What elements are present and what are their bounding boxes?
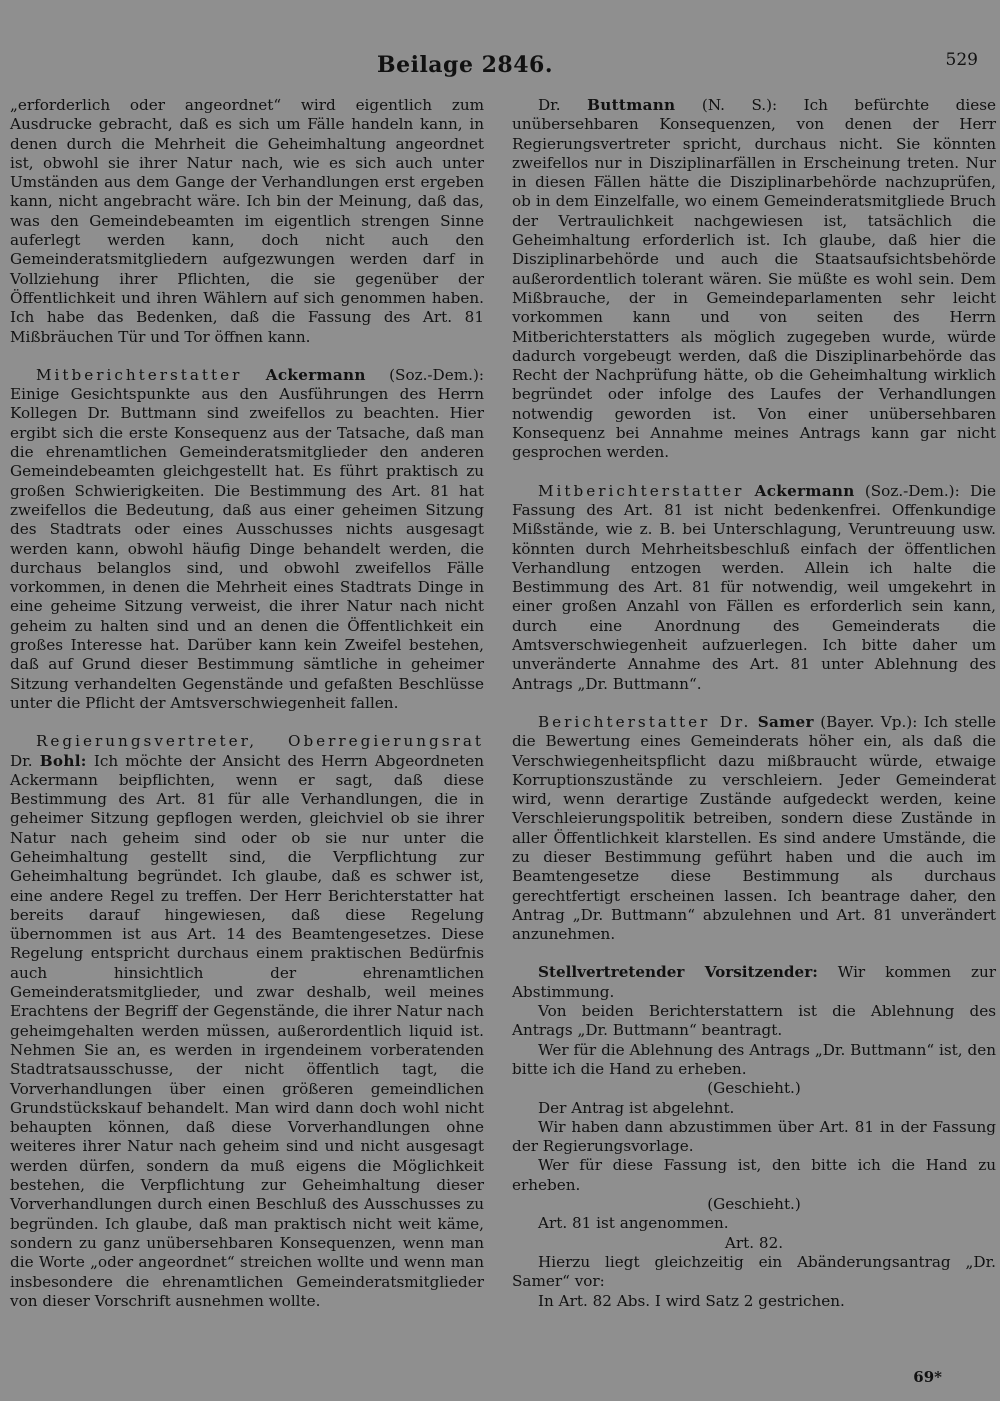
speaker-party: (N. S.): <box>701 96 778 114</box>
speech-text: Einige Gesichtspunkte aus den Ausführungen des Herrn Kollegen Dr. Buttmann sind zweifellos zu beachten. Hier ergibt sich die erste Konsequenz aus der Tatsache, daß man die ehrenamtlichen Gemeinderatsmitglieder den anderen Gemeindebeamten gleichgestellt hat. Es führt praktisch zu großen Schwierigkeiten. Die Bestimmung des Art. 81 hat zweifellos die Bedeutung, daß aus einer geheimen Sitzung des Stadtrats oder eines Ausschusses nichts ausgesagt werden kann, obwohl häufig Dinge behandelt werden, die durchaus belanglos sind, und obwohl zweifellos Fälle vorkommen, in denen die Mehrheit eines Stadtrats Dinge in eine geheime Sitzung verweist, die ihrer Natur nach nicht geheim zu halten sind und an denen die Öffentlichkeit ein großes Interesse hat. Darüber kann kein Zweifel bestehen, daß auf Grund dieser Bestimmung sämtliche in geheimer Sitzung verhandelten Gegenstände und gefaßten Beschlüsse unter die Pflicht der Amtsverschwiegenheit fallen. <box>10 385 484 712</box>
speech-chair <box>512 963 996 1002</box>
stage-direction: (Geschieht.) <box>707 1195 801 1214</box>
speech-ackermann-1 <box>10 366 484 713</box>
speaker-title: Dr. <box>538 96 561 114</box>
paragraph: „erforderlich oder angeordnet“ wird eigentlich zum Ausdrucke gebracht, daß es sich um Fälle handeln kann, in denen durch die Mehrheit die Geheimhaltung angeordnet ist, obwohl sie ihrer Natur nach, wie es sich auch unter Umständen aus dem Gange der Verhandlungen erst ergeben kann, nicht angebracht wäre. Ich bin der Meinung, daß das, was den Gemeindebeamten im eigentlich strengen Sinne auferlegt werden kann, doch nicht auch den Gemeinderatsmitgliedern aufgezwungen werden darf in Vollziehung ihrer Pflichten, die sie gegenüber der Öffentlichkeit und ihren Wählern auf sich genommen haben. Ich habe das Bedenken, daß die Fassung des Art. 81 Mißbräuchen Tür und Tor öffnen kann. <box>10 96 484 346</box>
stage-direction: (Geschieht.) <box>707 1079 801 1098</box>
right-column <box>512 96 996 1311</box>
speaker-role: Mitberichterstatter <box>538 481 745 500</box>
speech-buttmann <box>512 96 996 463</box>
speaker-name: Samer <box>757 712 814 731</box>
speech-bohl <box>10 732 484 1311</box>
left-column <box>10 96 484 1311</box>
speaker-role: Regierungsvertreter, Oberregierungsrat <box>36 732 484 751</box>
speaker-name: Ackermann <box>265 365 366 384</box>
article-heading: Art. 82. <box>724 1233 784 1252</box>
speech-text: Ich möchte der Ansicht des Herrn Abgeordneten Ackermann beipflichten, wenn er sagt, daß diese Bestimmung des Art. 81 für alle Verhandlungen, die in geheimer Sitzung gepflogen werden, gleichviel ob sie ihrer Natur nach geheim sind oder ob sie nur unter die Geheimhaltung gestellt sind, die Verpflichtung zur Geheimhaltung begründet. Ich glaube, daß es schwer ist, eine andere Regel zu treffen. Der Herr Berichterstatter hat bereits darauf hingewiesen, daß diese Regelung übernommen ist aus Art. 14 des Beamtengesetzes. Diese Regelung entspricht durchaus einem praktischen Bedürfnis auch hinsichtlich der ehrenamtlichen Gemeinderatsmitglieder, und zwar deshalb, weil meines Erachtens der Begriff der Gegenstände, die ihrer Natur nach geheimgehalten werden müssen, außerordentlich liquid ist. Nehmen Sie an, es werden in irgendeinem vorberatenden Stadtratsausschusse, der nicht öffentlich tagt, die Vorverhandlungen über einen größeren gemeindlichen Grundstückskauf behandelt. Man wird dann doch wohl nicht behaupten können, daß diese Vorverhandlungen ohne weiteres ihrer Natur nach geheim sind und nicht ausgesagt werden dürfen, sondern da muß eigens die Möglichkeit bestehen, die Verpflichtung zur Geheimhaltung dieser Vorverhandlungen durch einen Beschluß des Ausschusses zu begründen. Ich glaube, daß man praktisch nicht weit käme, sondern zu ganz unübersehbaren Konsequenzen, wenn man die Worte „oder angeordnet“ streichen wollte und wenn man insbesondere die ehrenamtlichen Gemeinderatsmitglieder von dieser Vorschrift ausnehmen wollte. <box>10 751 485 1310</box>
paragraph: In Art. 82 Abs. I wird Satz 2 gestrichen. <box>538 1291 845 1310</box>
printer-signature: 69* <box>913 1368 942 1386</box>
speaker-title: Dr. <box>10 751 33 770</box>
page-title: Beilage 2846. <box>377 52 553 78</box>
paragraph: Der Antrag ist abgelehnt. <box>538 1098 735 1117</box>
speaker-role: Mitberichterstatter <box>36 365 243 384</box>
paragraph: Art. 81 ist angenommen. <box>538 1214 729 1233</box>
paragraph: Wer für die Ablehnung des Antrags „Dr. Buttmann“ ist, den bitte ich die Hand zu erheben. <box>512 1040 996 1078</box>
speech-ackermann-2 <box>512 482 996 694</box>
speaker-party: (Bayer. Vp.): <box>820 712 918 731</box>
speaker-name: Ackermann <box>754 481 855 500</box>
page-number: 529 <box>945 50 978 70</box>
speaker-name: Bohl: <box>39 751 87 770</box>
paragraph: Von beiden Berichterstattern ist die Ablehnung des Antrags „Dr. Buttmann“ beantragt. <box>512 1002 996 1040</box>
speaker-name: Buttmann <box>587 96 676 114</box>
paragraph: Hierzu liegt gleichzeitig ein Abänderungsantrag „Dr. Samer“ vor: <box>512 1252 996 1291</box>
speech-text: Ich befürchte diese unübersehbaren Konsequenzen, von denen der Herr Regierungsvertreter spricht, durchaus nicht. Sie könnten zweifellos nur in Disziplinarfällen in Erscheinung treten. Nur in diesen Fällen hätte die Disziplinarbehörde nachzuprüfen, ob in dem Einzelfalle, wo einem Gemeinderatsmitgliede Bruch der Vertraulichkeit nachgewiesen ist, tatsächlich die Geheimhaltung erforderlich ist. Ich glaube, daß hier die Disziplinarbehörde und auch die Staatsaufsichtsbehörde außerordentlich tolerant wären. Sie müßte es wohl sein. Dem Mißbrauche, der in Gemeindeparlamenten sehr leicht vorkommen kann und von seiten des Herrn Mitberichterstatters als möglich zugegeben wurde, würde dadurch vorgebeugt werden, daß die Disziplinarbehörde das Recht der Nachprüfung hätte, ob die Geheimhaltung wirklich begründet oder infolge des Laufes der Verhandlungen notwendig geworden ist. Von einer unübersehbaren Konsequenz bei Annahme meines Antrags kann gar nicht gesprochen werden. <box>512 96 997 462</box>
paragraph: Wir haben dann abzustimmen über Art. 81 in der Fassung der Regierungsvorlage. <box>512 1117 996 1156</box>
speech-text: Die Fassung des Art. 81 ist nicht bedenkenfrei. Offenkundige Mißstände, wie z. B. bei Unterschlagung, Veruntreuung usw. könnten durch Mehrheitsbeschluß einfach der öffentlichen Verhandlung entzogen werden. Allein ich halte die Bestimmung des Art. 81 für notwendig, weil umgekehrt in einer großen Anzahl von Fällen es erforderlich sein kann, durch eine Anordnung des Gemeinderats die Amtsverschwiegenheit aufzuerlegen. Ich bitte daher um unveränderte Annahme des Art. 81 unter Ablehnung des Antrags „Dr. Buttmann“. <box>512 481 997 693</box>
speaker-role: Berichterstatter Dr. <box>538 712 752 731</box>
speech-samer <box>512 713 996 945</box>
speech-text: Ich stelle die Bewertung eines Gemeinderats höher ein, als daß die Verschwiegenheitspflicht dazu mißbraucht würde, etwaige Korruptionszustände zu verschleiern. Jeder Gemeinderat wird, wenn derartige Zustände aufgedeckt werden, keine Verschleierungspolitik betreiben, sondern diese Zustände in aller Öffentlichkeit klarstellen. Es sind andere Umstände, die zu dieser Bestimmung geführt haben und die auch im Beamtengesetze diese Bestimmung als durchaus gerechtfertigt erscheinen lassen. Ich beantrage daher, den Antrag „Dr. Buttmann“ abzulehnen und Art. 81 unverändert anzunehmen. <box>512 712 997 944</box>
speaker-party: (Soz.-Dem.): <box>389 365 484 384</box>
speaker-party: (Soz.-Dem.): <box>864 481 960 500</box>
paragraph: Wer für diese Fassung ist, den bitte ich die Hand zu erheben. <box>512 1156 996 1194</box>
speech-text: Wir kommen zur Abstimmung. <box>512 963 996 1001</box>
speaker-role: Stellvertretender Vorsitzender: <box>538 963 818 982</box>
